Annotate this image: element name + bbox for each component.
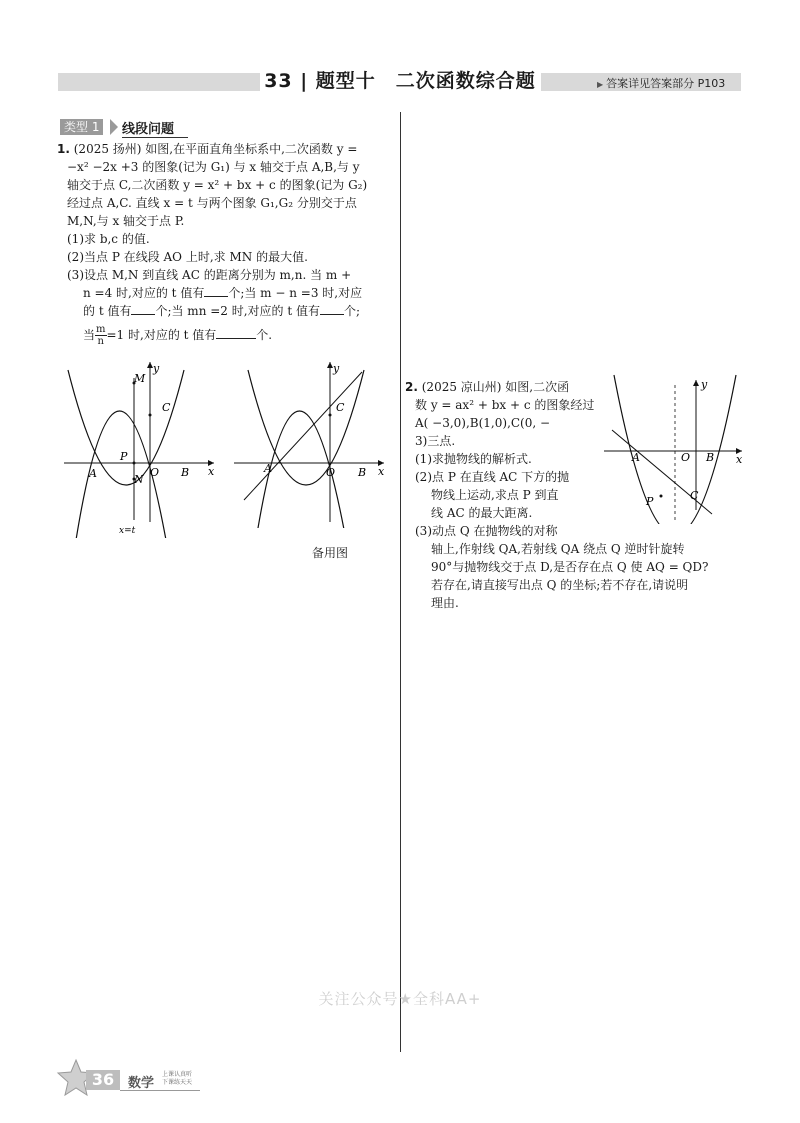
x-axis-label: x xyxy=(208,465,215,478)
q1-line: 经过点 A,C. 直线 x = t 与两个图象 G₁,G₂ 分别交于点 xyxy=(67,196,357,210)
q1-line: 的 t 值有 个;当 mn =2 时,对应的 t 值有 个; xyxy=(83,304,361,318)
q2-line: 数 y = ax² + bx + c 的图象经过 xyxy=(415,398,595,412)
footer-rule xyxy=(120,1090,200,1091)
q2-part-1: (1)求抛物线的解析式. xyxy=(415,452,532,466)
answer-blank xyxy=(216,326,256,339)
section-badge: 类型 1 xyxy=(60,119,103,135)
label-B: B xyxy=(706,451,715,464)
figure-1 xyxy=(60,358,220,538)
q2-line: A( −3,0),B(1,0),C(0, − xyxy=(415,416,551,430)
q2-line: 90°与抛物线交于点 D,是否存在点 Q 使 AQ = QD? xyxy=(431,560,709,574)
answer-blank xyxy=(131,302,155,315)
q2-line: (2025 凉山州) 如图,二次函 xyxy=(421,380,570,394)
q2-line: 3)三点. xyxy=(415,434,456,448)
label-O: O xyxy=(681,451,691,464)
label-C: C xyxy=(336,401,345,414)
triangle-marker-icon: ▶ xyxy=(597,80,604,89)
page-title: 33 | 题型十 二次函数综合题 xyxy=(264,70,536,92)
question-number: 2. xyxy=(405,380,418,394)
column-divider xyxy=(400,112,401,1052)
label-A: A xyxy=(632,451,640,464)
label-x-equals-t: x=t xyxy=(119,526,136,536)
fraction-m-over-n: $\frac{m}{n}$ xyxy=(96,324,106,347)
page-number: 36 xyxy=(86,1070,120,1090)
q1-line: M,N,与 x 轴交于点 P. xyxy=(67,214,185,228)
label-M: M xyxy=(134,372,146,385)
question-1 xyxy=(57,140,397,347)
label-O: O xyxy=(150,466,160,479)
answer-blank xyxy=(320,302,344,315)
q2-line: 物线上运动,求点 P 到直 xyxy=(431,488,559,502)
q1-line: 轴交于点 C,二次函数 y = x² + bx + c 的图象(记为 G₂) xyxy=(67,178,368,192)
q2-line: 若存在,请直接写出点 Q 的坐标;若不存在,请说明 xyxy=(431,578,689,592)
label-C: C xyxy=(162,401,171,414)
q1-line: (2025 扬州) 如图,在平面直角坐标系中,二次函数 y = xyxy=(73,142,358,156)
q1-line: 当 $\frac{m}{n}$ =1 时,对应的 t 值有 个. xyxy=(83,324,273,347)
q1-part-1: (1)求 b,c 的值. xyxy=(67,232,150,246)
label-O: O xyxy=(326,466,336,479)
label-P: P xyxy=(646,495,654,508)
q2-line: 理由. xyxy=(431,596,459,610)
question-number: 1. xyxy=(57,142,70,156)
q1-part-3: (3)设点 M,N 到直线 AC 的距离分别为 m,n. 当 m + xyxy=(67,268,352,282)
y-axis-label: y xyxy=(701,378,708,391)
q2-part-3: (3)动点 Q 在抛物线的对称 xyxy=(415,524,558,538)
label-P: P xyxy=(120,450,128,463)
q1-line: −x² −2x +3 的图象(记为 G₁) 与 x 轴交于点 A,B,与 y xyxy=(67,160,360,174)
answer-reference: ▶ 答案详见答案部分 P103 xyxy=(597,77,726,90)
header-bar-left xyxy=(58,73,260,91)
label-B: B xyxy=(181,466,190,479)
q1-part-2: (2)当点 P 在线段 AO 上时,求 MN 的最大值. xyxy=(67,250,308,264)
figure-2 xyxy=(230,358,390,528)
watermark: 关注公众号★全科AA+ xyxy=(318,990,482,1008)
q2-line: 线 AC 的最大距离. xyxy=(431,506,533,520)
label-A: A xyxy=(89,467,97,480)
footer-slogan: 上课认真听 下课练天天 xyxy=(162,1071,193,1086)
q2-line: 轴上,作射线 QA,若射线 QA 绕点 Q 逆时针旋转 xyxy=(431,542,685,556)
section-label: 线段问题 xyxy=(122,118,188,138)
figure-3 xyxy=(598,374,748,524)
answer-blank xyxy=(204,284,228,297)
label-N: N xyxy=(134,473,144,486)
label-B: B xyxy=(358,466,367,479)
q1-line: n =4 时,对应的 t 值有 个;当 m − n =3 时,对应 xyxy=(83,286,363,300)
x-axis-label: x xyxy=(378,465,385,478)
label-A: A xyxy=(264,462,272,475)
x-axis-label: x xyxy=(736,453,743,466)
y-axis-label: y xyxy=(153,362,160,375)
label-C: C xyxy=(690,489,699,502)
badge-arrow-icon xyxy=(110,119,118,135)
y-axis-label: y xyxy=(333,362,340,375)
q2-part-2: (2)点 P 在直线 AC 下方的抛 xyxy=(415,470,570,484)
figure-2-caption: 备用图 xyxy=(312,546,349,560)
subject-label: 数学 xyxy=(128,1076,155,1091)
